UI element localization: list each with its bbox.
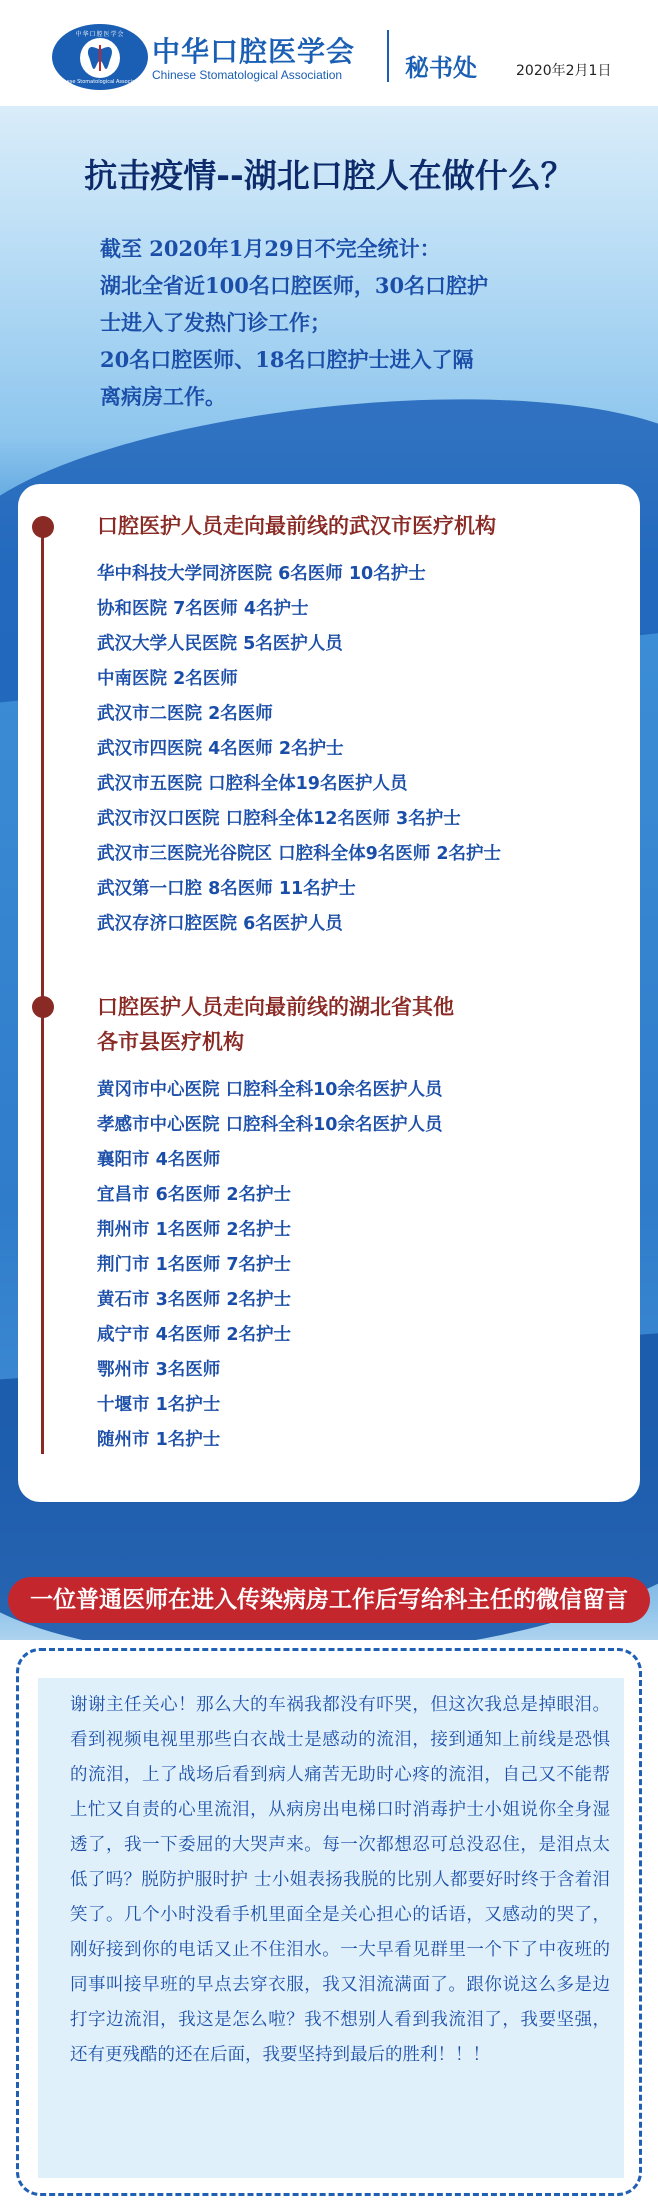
list-item: 随州市 1名护士 (97, 1430, 221, 1450)
list-item: 孝感市中心医院 口腔科全科10余名医护人员 (97, 1115, 443, 1135)
hubei-hospital-list (97, 1073, 627, 1458)
list-item: 武汉市三医院光谷院区 口腔科全体9名医师 2名护士 (97, 844, 502, 864)
message-banner: 一位普通医师在进入传染病房工作后写给科主任的微信留言 (8, 1577, 650, 1623)
stats-line: 20名口腔医师、18名口腔护士进入了隔 (100, 347, 474, 372)
csa-logo (52, 24, 148, 90)
list-item: 武汉大学人民医院 5名医护人员 (97, 634, 343, 654)
logo-ring-text: 中华口腔医学会 (75, 31, 125, 38)
list-item: 鄂州市 3名医师 (97, 1360, 221, 1380)
list-item: 咸宁市 4名医师 2名护士 (97, 1325, 292, 1345)
list-item: 襄阳市 4名医师 (97, 1150, 221, 1170)
list-item: 武汉第一口腔 8名医师 11名护士 (97, 879, 356, 899)
stats-line: 湖北全省近100名口腔医师，30名口腔护 (100, 273, 489, 298)
list-item: 武汉市汉口医院 口腔科全体12名医师 3名护士 (97, 809, 461, 829)
list-item: 中南医院 2名医师 (97, 669, 238, 689)
section-title-hubei-other (97, 990, 454, 1060)
list-item: 武汉市五医院 口腔科全体19名医护人员 (97, 774, 408, 794)
section-title-wuhan: 口腔医护人员走向最前线的武汉市医疗机构 (97, 514, 496, 538)
list-item: 武汉存济口腔医院 6名医护人员 (97, 914, 343, 934)
stats-line: 离病房工作。 (100, 384, 226, 409)
headline: 抗击疫情--湖北口腔人在做什么？ (84, 156, 574, 195)
list-item: 华中科技大学同济医院 6名医师 10名护士 (97, 564, 426, 584)
list-item: 武汉市四医院 4名医师 2名护士 (97, 739, 344, 759)
header-divider (387, 30, 389, 82)
org-name: 中华口腔医学会 (152, 35, 356, 68)
stats-line: 士进入了发热门诊工作； (100, 310, 331, 335)
wechat-message-text: 谢谢主任关心！那么大的车祸我都没有吓哭，但这次我总是掉眼泪。看到视频电视里那些白衣战士是感动的流泪，接到通知上前线是恐惧的流泪，上了战场后看到病人痛苦无助时心疼的流泪，自己又不能帮上忙又自责的心里流泪，从病房出电梯口时消毒护士小姐说你全身湿透了，我一下委屈的大哭声来。每一次都想忍可总没忍住，是泪点太低了吗？脱防护服时护 士小姐表扬我脱的比别人都要好时终于含着泪笑了。几个小时没看手机里面全是关心担心的话语，又感动的哭了，刚好接到你的电话又止不住泪水。一大早看见群里一个下了中夜班的同事叫接早班的早点去穿衣服，我又泪流满面了。跟你说这么多是边打字边流泪，我这是怎么啦？我不想别人看到我流泪了，我要坚强，还有更残酷的还在后面，我要坚持到最后的胜利！！！ (70, 1695, 610, 2065)
department-label: 秘书处 (405, 54, 477, 82)
page-header (0, 0, 658, 106)
list-item: 十堰市 1名护士 (97, 1395, 221, 1415)
list-item: 协和医院 7名医师 4名护士 (97, 599, 309, 619)
list-item: 黄石市 3名医师 2名护士 (97, 1290, 292, 1310)
list-item: 宜昌市 6名医师 2名护士 (97, 1185, 292, 1205)
timeline-dot (32, 516, 54, 538)
stats-line: 截至 2020年1月29日不完全统计： (100, 236, 441, 261)
tooth-caduceus-icon (80, 38, 120, 78)
timeline-line (41, 527, 44, 1454)
list-item: 荆州市 1名医师 2名护士 (97, 1220, 292, 1240)
logo-ring-text-en: Chinese Stomatological Association (55, 79, 145, 85)
list-item: 荆门市 1名医师 7名护士 (97, 1255, 292, 1275)
list-item: 黄冈市中心医院 口腔科全科10余名医护人员 (97, 1080, 443, 1100)
section-title-line: 口腔医护人员走向最前线的湖北省其他 (97, 995, 454, 1019)
statistics-summary (100, 230, 570, 415)
org-name-en: Chinese Stomatological Association (152, 68, 343, 82)
section-title-line: 各市县医疗机构 (97, 1030, 244, 1054)
wuhan-hospital-list (97, 557, 627, 942)
list-item: 武汉市二医院 2名医师 (97, 704, 273, 724)
publish-date: 2020年2月1日 (516, 63, 612, 79)
timeline-dot (32, 996, 54, 1018)
